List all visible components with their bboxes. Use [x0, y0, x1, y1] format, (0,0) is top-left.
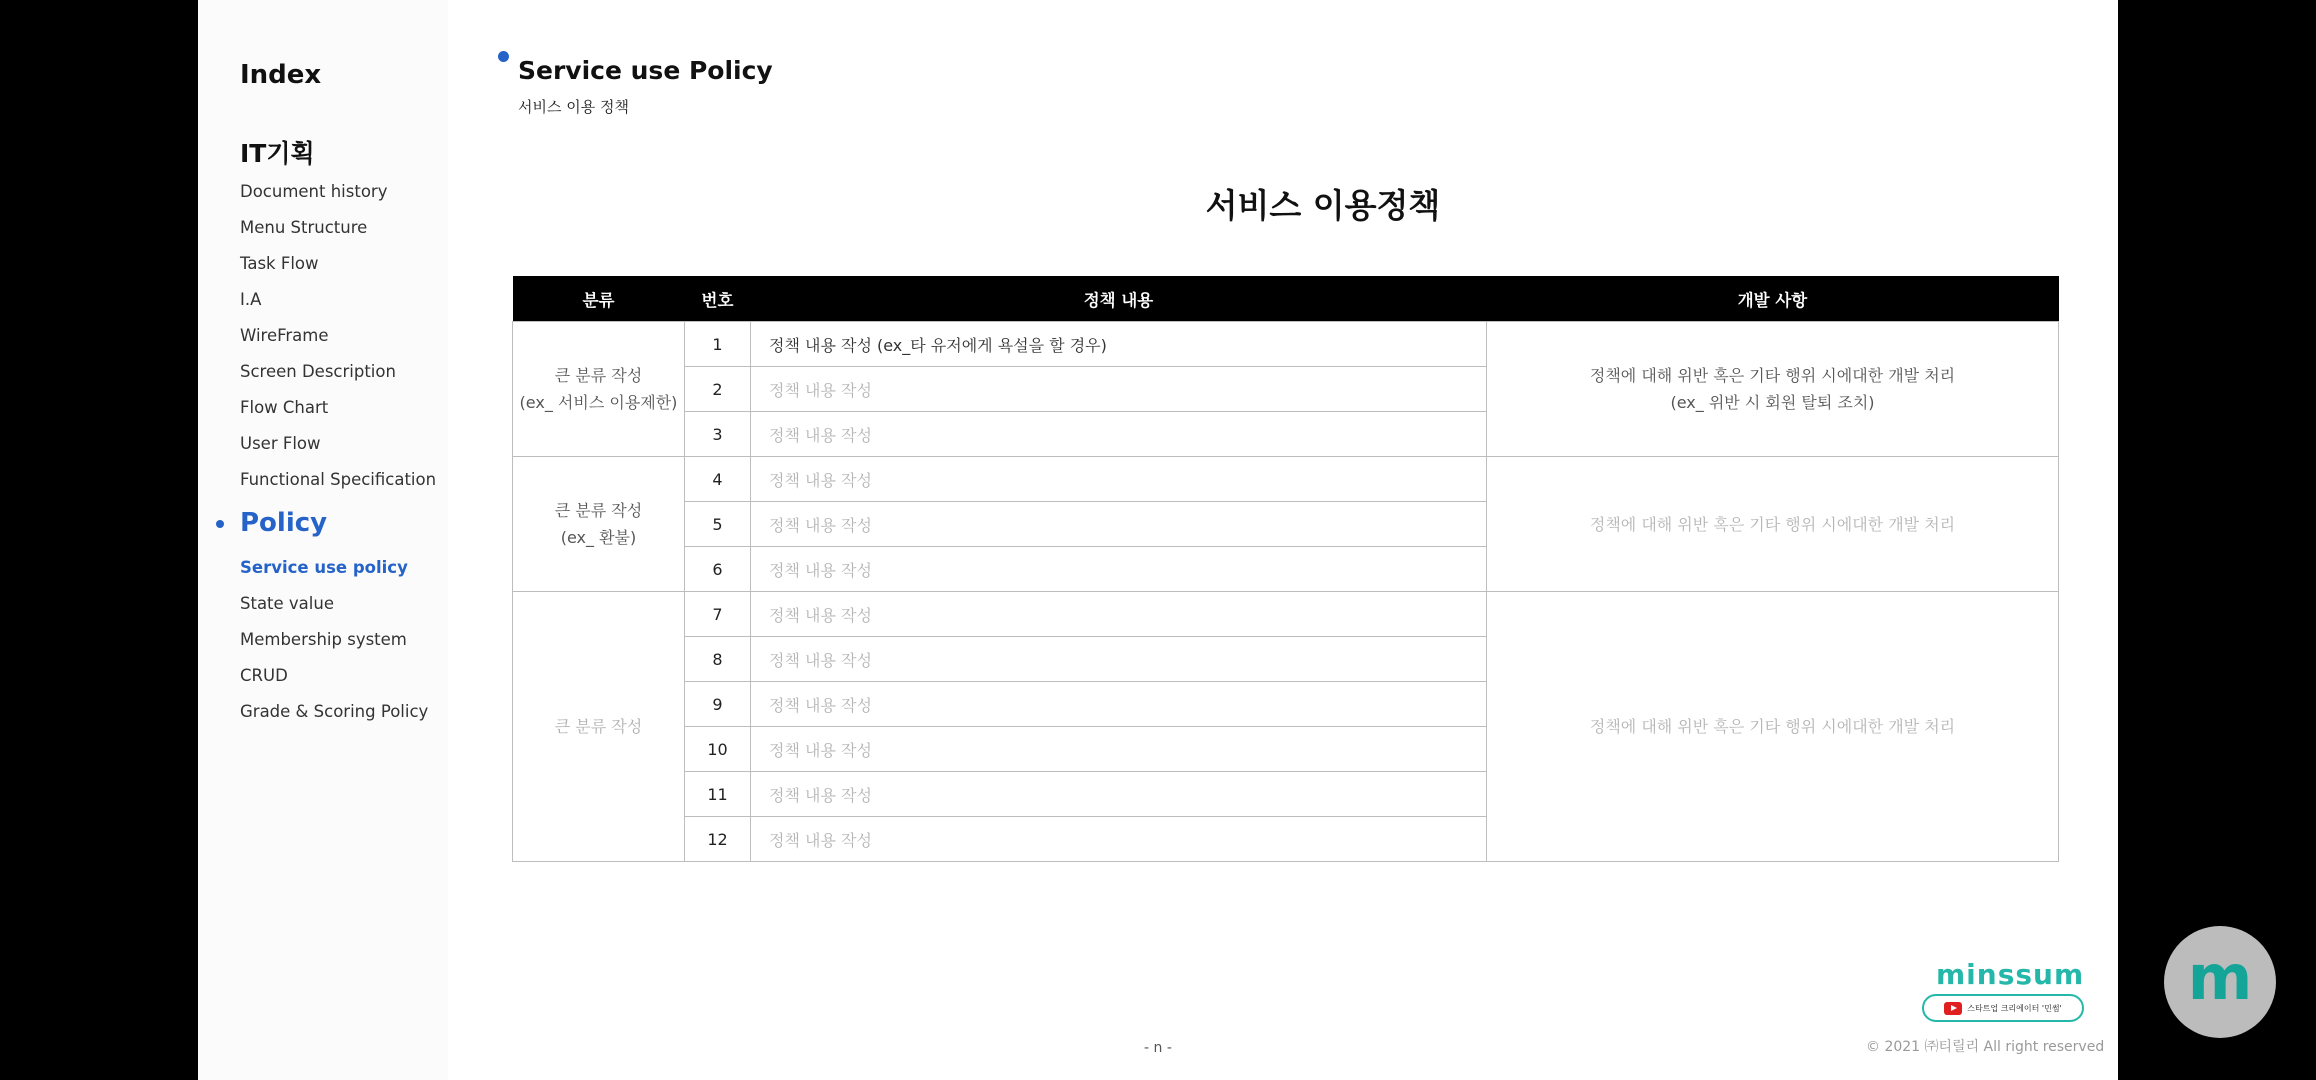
policy-content-cell: 정책 내용 작성 [751, 817, 1487, 862]
sidebar-item-wireframe[interactable]: WireFrame [240, 326, 329, 345]
dev-notes-cell [1487, 457, 2059, 592]
policy-table [512, 276, 2059, 862]
youtube-badge-text: 스타트업 크리에이터 '민썸' [1967, 1003, 2062, 1013]
row-number: 10 [685, 727, 751, 772]
row-number: 5 [685, 502, 751, 547]
policy-content-cell: 정책 내용 작성 [751, 592, 1487, 637]
sidebar-item-flow-chart[interactable]: Flow Chart [240, 398, 329, 417]
policy-content-cell: 정책 내용 작성 [751, 727, 1487, 772]
row-number: 6 [685, 547, 751, 592]
index-title: Index [240, 60, 322, 90]
row-number: 3 [685, 412, 751, 457]
policy-content-cell: 정책 내용 작성 [751, 367, 1487, 412]
sidebar-item-crud[interactable]: CRUD [240, 666, 288, 685]
floating-app-button[interactable] [2164, 926, 2276, 1038]
row-number: 8 [685, 637, 751, 682]
dev-notes-text: 정책에 대해 위반 혹은 기타 행위 시에대한 개발 처리 [1589, 514, 1956, 534]
header-dev-notes: 개발 사항 [1487, 276, 2059, 322]
row-number: 4 [685, 457, 751, 502]
youtube-icon [1944, 1002, 1962, 1015]
row-number: 12 [685, 817, 751, 862]
category-text: 큰 분류 작성 (ex_ 서비스 이용제한) [519, 366, 678, 412]
app-logo-icon: m [2187, 941, 2253, 1014]
sidebar-item-user-flow[interactable]: User Flow [240, 434, 321, 453]
sidebar-item-document-history[interactable]: Document history [240, 182, 388, 201]
sidebar-item-membership-system[interactable]: Membership system [240, 630, 407, 649]
sidebar [198, 0, 448, 1080]
sidebar-item-screen-description[interactable]: Screen Description [240, 362, 396, 381]
policy-content-cell: 정책 내용 작성 [751, 637, 1487, 682]
policy-content-cell: 정책 내용 작성 [751, 772, 1487, 817]
row-number: 11 [685, 772, 751, 817]
sidebar-item-grade-scoring-policy[interactable]: Grade & Scoring Policy [240, 702, 429, 721]
row-number: 9 [685, 682, 751, 727]
policy-content-cell: 정책 내용 작성 [751, 502, 1487, 547]
category-text: 큰 분류 작성 (ex_ 환불) [554, 501, 643, 547]
sidebar-item-ia[interactable]: I.A [240, 290, 262, 309]
sidebar-item-task-flow[interactable]: Task Flow [240, 254, 319, 273]
table-header-row [513, 276, 2059, 322]
sidebar-nav [240, 180, 436, 504]
policy-content-cell: 정책 내용 작성 [751, 457, 1487, 502]
document-page [198, 0, 2118, 1080]
header-content: 정책 내용 [751, 276, 1487, 322]
category-cell [513, 592, 685, 862]
header-dot [498, 51, 509, 62]
policy-content-cell: 정책 내용 작성 (ex_타 유저에게 욕설을 할 경우) [751, 322, 1487, 367]
sidebar-item-functional-specification[interactable]: Functional Specification [240, 470, 437, 489]
sidebar-section-policy[interactable]: Policy [240, 508, 328, 538]
policy-content-cell: 정책 내용 작성 [751, 547, 1487, 592]
dev-notes-cell [1487, 592, 2059, 862]
category-cell [513, 457, 685, 592]
header-category: 분류 [513, 276, 685, 322]
dev-notes-cell [1487, 322, 2059, 457]
policy-content-cell: 정책 내용 작성 [751, 682, 1487, 727]
policy-nav [240, 556, 428, 736]
sidebar-item-state-value[interactable]: State value [240, 594, 334, 613]
document-title: 서비스 이용정책 [1205, 186, 1441, 225]
table-row [513, 457, 2059, 502]
brand-logo: minssum [1936, 958, 2085, 991]
sidebar-item-service-use-policy[interactable]: Service use policy [240, 558, 408, 577]
page-title: Service use Policy [518, 56, 773, 85]
table-row [513, 592, 2059, 637]
row-number: 2 [685, 367, 751, 412]
page-subtitle: 서비스 이용 정책 [518, 98, 629, 116]
dev-notes-text: 정책에 대해 위반 혹은 기타 행위 시에대한 개발 처리 (ex_ 위반 시 회원 탈퇴 조치) [1589, 366, 1956, 412]
header-number: 번호 [685, 276, 751, 322]
copyright: © 2021 ㈜티릴리 All right reserved [1866, 1039, 2105, 1055]
row-number: 1 [685, 322, 751, 367]
section-title: IT기획 [240, 139, 315, 168]
category-text: 큰 분류 작성 [554, 717, 643, 736]
policy-content-cell: 정책 내용 작성 [751, 412, 1487, 457]
table-row [513, 322, 2059, 367]
page-number: - n - [1144, 1040, 1172, 1056]
active-section-dot [216, 520, 224, 528]
dev-notes-text: 정책에 대해 위반 혹은 기타 행위 시에대한 개발 처리 [1589, 717, 1956, 736]
sidebar-item-menu-structure[interactable]: Menu Structure [240, 218, 368, 237]
category-cell [513, 322, 685, 457]
youtube-badge[interactable] [1922, 994, 2084, 1022]
row-number: 7 [685, 592, 751, 637]
